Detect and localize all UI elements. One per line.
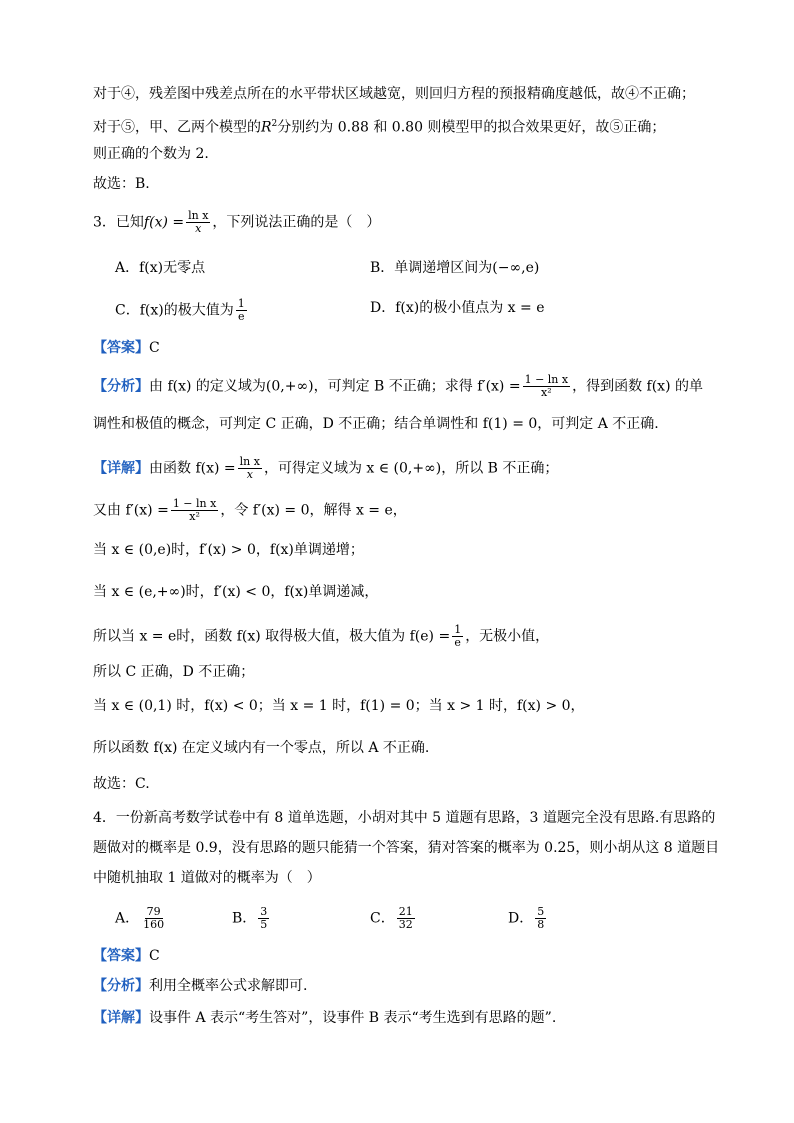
numerator: ln x	[239, 455, 260, 468]
fraction	[258, 906, 269, 931]
text-line: 所以 C 正确，D 不正确；	[93, 664, 255, 680]
text-line: 故选：C.	[93, 776, 150, 792]
text-span: 由函数 f(x) =	[149, 460, 236, 477]
numerator: 1 − ln x	[524, 373, 569, 386]
analysis-line	[93, 374, 703, 399]
detail-tag: 【详解】	[93, 1010, 149, 1026]
text-line	[93, 498, 407, 523]
text-line	[93, 114, 665, 138]
answer-tag: 【答案】	[93, 340, 149, 356]
text-span: 所以当 x = e时，函数 f(x) 取得极大值，极大值为 f(e) =	[93, 628, 451, 645]
text-span: ，令 f′(x) = 0，解得 x = e，	[220, 502, 407, 519]
answer-tag: 【答案】	[93, 948, 149, 964]
text-span: 对于⑤，甲、乙两个模型的	[93, 119, 261, 136]
answer-line	[93, 946, 160, 966]
math: f(x) =	[143, 214, 185, 231]
answer-value: C	[149, 340, 160, 356]
option-label: D．	[508, 910, 534, 927]
question-4: 4．一份新高考数学试卷中有 8 道单选题，小胡对其中 5 道题有思路，3 道题完全没有思路.有思路的	[93, 810, 716, 826]
fraction	[535, 906, 546, 931]
numerator: 1	[237, 297, 245, 310]
text-span: ，下列说法正确的是（ ）	[212, 214, 381, 231]
detail-line	[93, 456, 558, 481]
text-span: 设事件 A 表示“考生答对”，设事件 B 表示“考生选到有思路的题”.	[149, 1010, 557, 1026]
answer-line	[93, 338, 160, 358]
option-label: B．	[232, 910, 257, 927]
numerator: 3	[260, 905, 268, 918]
text-span: 又由 f′(x) =	[93, 502, 169, 519]
option-c	[370, 906, 417, 931]
numerator: 1	[454, 623, 462, 636]
numerator: 79	[146, 905, 161, 918]
numerator: ln x	[188, 209, 209, 222]
fraction	[238, 456, 262, 481]
text-line: 对于④，残差图中残差点所在的水平带状区域越宽，则回归方程的预报精确度越低，故④不正确；	[93, 86, 695, 102]
question-number: 3．已知	[93, 214, 144, 231]
denominator: x²	[189, 510, 200, 523]
text-line: 当 x ∈ (0,1) 时，f(x) < 0；当 x = 1 时，f(1) = 0；当 x > 1 时，f(x) > 0，	[93, 698, 585, 714]
denominator: 8	[537, 918, 545, 931]
text-line: 当 x ∈ (0,e)时，f′(x) > 0，f(x)单调递增；	[93, 542, 364, 558]
option-d	[508, 906, 548, 931]
fraction	[452, 624, 463, 649]
analysis-tag: 【分析】	[93, 378, 149, 395]
text-span: ，得到函数 f(x) 的单	[572, 378, 703, 395]
text-line: 故选：B.	[93, 176, 150, 192]
option-b	[232, 906, 271, 931]
text-line: 题做对的概率是 0.9，没有思路的题只能猜一个答案，猜对答案的概率为 0.25，则小胡从这 8 道题目	[93, 840, 720, 856]
text-line: 当 x ∈ (e,+∞)时，f′(x) < 0，f(x)单调递减，	[93, 584, 379, 600]
numerator: 21	[398, 905, 413, 918]
option-d: D．f(x)的极小值点为 x = e	[370, 300, 545, 316]
option-b: B．单调递增区间为(−∞,e)	[370, 260, 540, 276]
option-label: A．	[115, 910, 140, 927]
denominator: e	[454, 636, 461, 649]
text-line: 则正确的个数为 2.	[93, 146, 209, 162]
fraction	[397, 906, 415, 931]
denominator: x²	[541, 386, 552, 399]
fraction	[171, 498, 219, 523]
option-a: A．f(x)无零点	[115, 260, 206, 276]
text-line: 中随机抽取 1 道做对的概率为（ ）	[93, 870, 321, 886]
text-span: 利用全概率公式求解即可.	[149, 978, 308, 994]
fraction	[236, 298, 247, 323]
option-a	[115, 906, 168, 931]
text-span: C．f(x)的极大值为	[115, 302, 234, 319]
text-span: 由 f(x) 的定义域为(0,+∞)，可判定 B 不正确；求得 f′(x) =	[149, 378, 521, 395]
detail-tag: 【详解】	[93, 460, 149, 477]
text-span: ，无极小值，	[465, 628, 550, 645]
denominator: 160	[143, 918, 165, 931]
denominator: 5	[260, 918, 268, 931]
numerator: 5	[537, 905, 545, 918]
option-label: C．	[370, 910, 395, 927]
denominator: e	[237, 310, 245, 323]
text-line: 所以函数 f(x) 在定义域内有一个零点，所以 A 不正确.	[93, 740, 430, 756]
text-span: ，可得定义域为 x ∈ (0,+∞)，所以 B 不正确；	[263, 460, 559, 477]
analysis-line	[93, 976, 307, 996]
question-3	[93, 210, 380, 235]
text-span: 分别约为 0.88 和 0.80 则模型甲的拟合效果更好，故⑤正确；	[277, 119, 666, 136]
analysis-tag: 【分析】	[93, 978, 149, 994]
denominator: x	[195, 222, 202, 235]
fraction	[186, 210, 210, 235]
denominator: 32	[398, 918, 413, 931]
detail-line	[93, 1008, 556, 1028]
numerator: 1 − ln x	[172, 497, 217, 510]
math-symbol: R	[261, 119, 272, 136]
fraction	[523, 374, 571, 399]
superscript: 2	[271, 119, 278, 129]
text-line: 调性和极值的概念，可判定 C 正确，D 不正确；结合单调性和 f(1) = 0，可判定 A 不正确.	[93, 416, 659, 432]
denominator: x	[246, 468, 253, 481]
answer-value: C	[149, 948, 160, 964]
text-line	[93, 624, 549, 649]
option-c	[115, 298, 249, 323]
fraction	[141, 906, 166, 931]
